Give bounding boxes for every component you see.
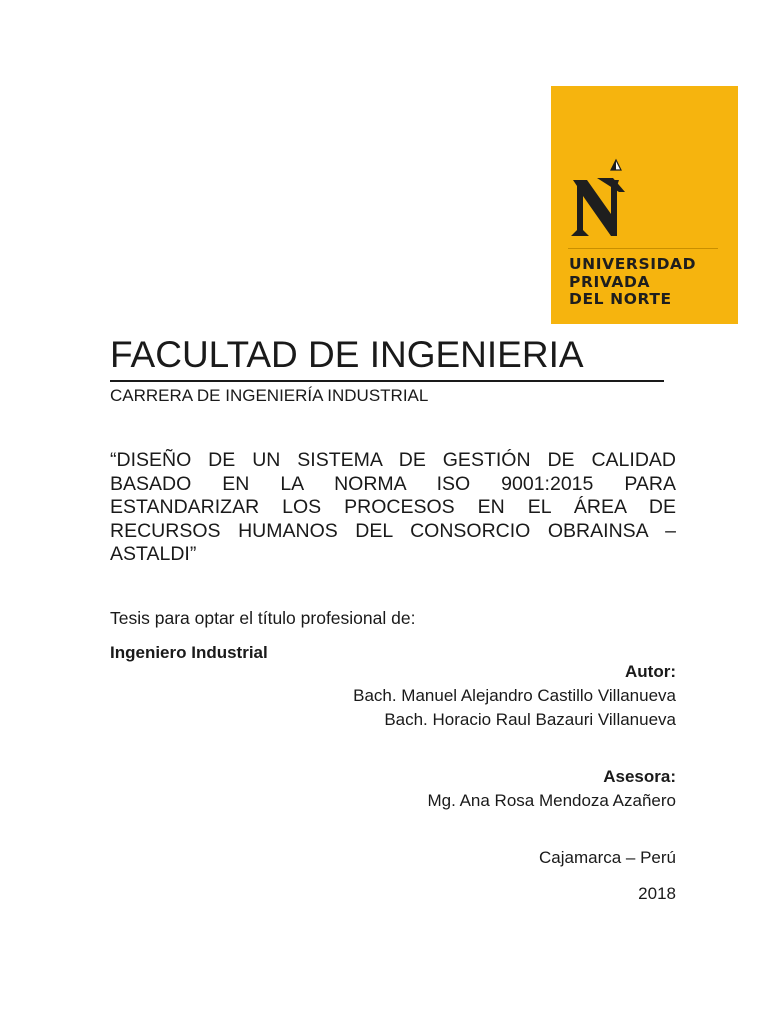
thesis-title: “DISEÑO DE UN SISTEMA DE GESTIÓN DE CALIDAD BASADO EN LA NORMA ISO 9001:2015 PARA ESTANDARIZAR LOS PROCESOS EN EL ÁREA DE RECURSOS HUMANOS DEL CONSORCIO OBRAINSA – ASTALDI” [110, 449, 676, 565]
logo-line-1: UNIVERSIDAD [569, 255, 697, 273]
logo-wordmark [569, 256, 734, 309]
location: Cajamarca – Perú [538, 848, 676, 867]
faculty-heading: FACULTAD DE INGENIERIA [110, 334, 584, 375]
logo-divider [568, 248, 718, 249]
career-subheading: CARRERA DE INGENIERÍA INDUSTRIAL [110, 386, 429, 405]
heading-divider [110, 380, 664, 382]
thesis-label: Tesis para optar el título profesional de: [110, 608, 416, 628]
author-label: Autor: [625, 662, 676, 681]
advisor-label: Asesora: [603, 767, 676, 786]
author-name-2: Bach. Horacio Raul Bazauri Villanueva [384, 710, 676, 729]
logo-line-3: DEL NORTE [569, 290, 672, 308]
university-logo [551, 86, 738, 324]
advisor-name: Mg. Ana Rosa Mendoza Azañero [427, 791, 676, 810]
logo-line-2: PRIVADA [569, 272, 651, 291]
year: 2018 [638, 884, 676, 903]
author-name-1: Bach. Manuel Alejandro Castillo Villanueva [353, 686, 676, 705]
degree-title: Ingeniero Industrial [110, 643, 268, 662]
university-emblem-icon [567, 156, 631, 236]
